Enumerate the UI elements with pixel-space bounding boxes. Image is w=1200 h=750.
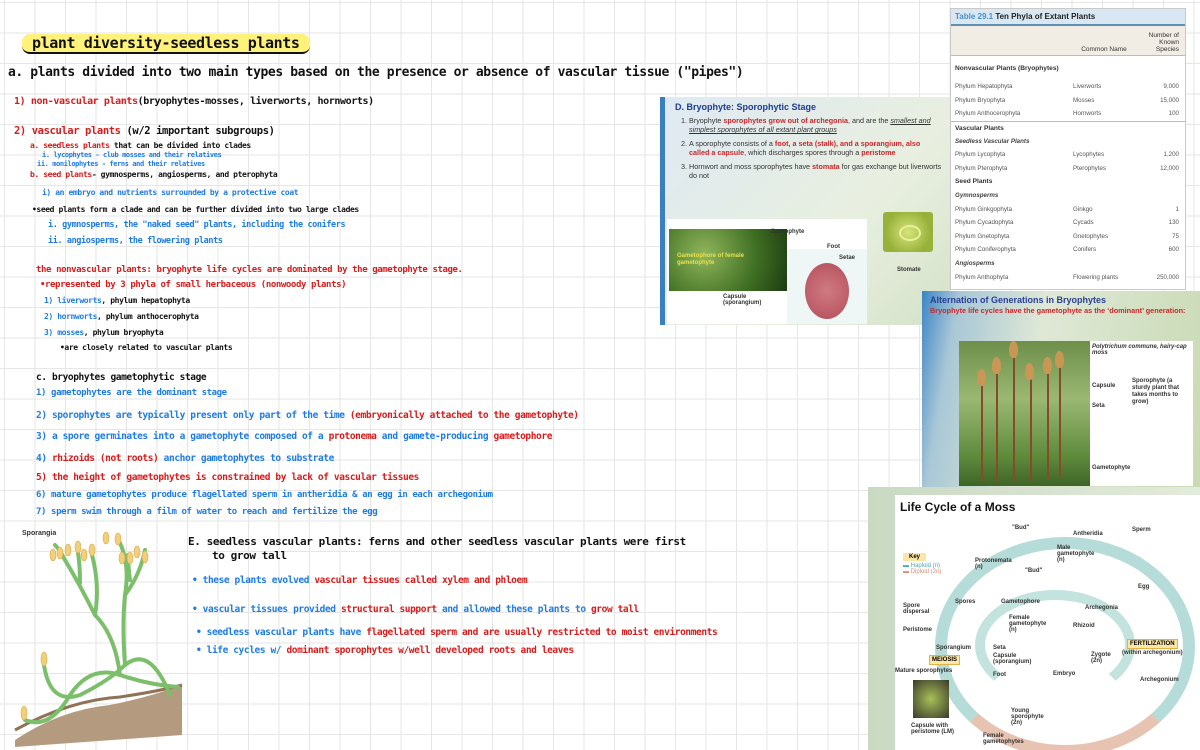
table-subsection: Gymnosperms bbox=[955, 192, 999, 200]
note-hornworts: 2) hornworts, phylum anthocerophyta bbox=[44, 312, 199, 321]
table-row: Phylum Anthocerophyta Hornworts 100 bbox=[955, 110, 1179, 118]
note-a2: 2) vascular plants (w/2 important subgroups) bbox=[14, 125, 275, 137]
note-section-e: E. seedless vascular plants: ferns and other seedless vascular plants were first bbox=[188, 535, 686, 548]
peristome-micrograph bbox=[913, 680, 949, 718]
note-angiosperms: ii. angiosperms, the flowering plants bbox=[48, 236, 223, 246]
note-a2b-i: i) an embryo and nutrients surrounded by a protective coat bbox=[42, 188, 299, 197]
note-a2a: a. seedless plants that can be divided into clades bbox=[30, 141, 251, 150]
table-row: Phylum Bryophyta Mosses 15,000 bbox=[955, 96, 1179, 104]
note-c3: 3) a spore germinates into a gametophyte composed of a protonema and gamete-producing gametophore bbox=[36, 431, 553, 442]
sporophytic-stage-slide[interactable]: D. Bryophyte: Sporophytic Stage 1. Bryophyte sporophytes grow out of archegonia, and are the smallest and simplest sporophytes of all extant plant groups 2. A sporophyte consists of a foot, a seta (stalk), and a sporangium, also called a capsule, which discharges spores through a peristome 3. Hornwort and moss sporophytes have stomata for gas exchange but liverworts do not Gametophore of female gametophyte Sporophyte Foot Setae Capsule (sporangium) Stomate bbox=[660, 97, 950, 325]
note-c5: 5) the height of gametophytes is constrained by lack of vascular tissues bbox=[36, 472, 420, 483]
table-row: Phylum Coniferophyta Conifers 600 bbox=[955, 246, 1179, 254]
note-e1: • these plants evolved vascular tissues called xylem and phloem bbox=[192, 575, 528, 586]
note-a2a-i: i. lycophytes - club mosses and their relatives bbox=[42, 151, 222, 159]
slide-point-3: 3. Hornwort and moss sporophytes have stomata for gas exchange but liverworts do not bbox=[689, 162, 942, 180]
table-subsection: Angiosperms bbox=[955, 260, 995, 268]
table-row: Phylum Lycophyta Lycophytes 1,200 bbox=[955, 151, 1179, 159]
note-gymnosperms: i. gymnosperms, the "naked seed" plants, including the conifers bbox=[48, 220, 346, 230]
sporangia-label: Sporangia bbox=[22, 530, 57, 537]
note-c1: 1) gametophytes are the dominant stage bbox=[36, 388, 227, 398]
early-vascular-plant-figure[interactable] bbox=[0, 525, 190, 750]
note-e2: • vascular tissues provided structural support and allowed these plants to grow tall bbox=[192, 604, 639, 615]
note-nonvascular-intro: the nonvascular plants: bryophyte life cycles are dominated by the gametophyte stage. bbox=[36, 265, 463, 275]
table-row: Phylum Pterophyta Pterophytes 12,000 bbox=[955, 164, 1179, 172]
table-caption: Table 29.1 Ten Phyla of Extant Plants bbox=[951, 9, 1185, 26]
slide-title: Alternation of Generations in Bryophytes bbox=[930, 295, 1107, 305]
stomate-image bbox=[883, 212, 933, 252]
note-section-e-cont: to grow tall bbox=[212, 549, 287, 562]
note-e3: • seedless vascular plants have flagellated sperm and are usually restricted to moist environments bbox=[196, 627, 718, 638]
table-subsection: Seedless Vascular Plants bbox=[955, 137, 1030, 145]
diagram-key: Key ▬ Haploid (n) ▬ Diploid (2n) bbox=[903, 554, 942, 575]
note-e4: • life cycles w/ dominant sporophytes w/well developed roots and leaves bbox=[196, 645, 574, 656]
moss-life-cycle-slide[interactable] bbox=[868, 487, 1200, 750]
note-section-c: c. bryophytes gametophytic stage bbox=[36, 372, 207, 383]
hairy-cap-moss-photo bbox=[959, 341, 1090, 486]
table-row: Phylum Ginkgophyta Ginkgo 1 bbox=[955, 205, 1179, 213]
note-nonvascular-phyla: •represented by 3 phyla of small herbaceous (nonwoody plants) bbox=[40, 280, 347, 290]
table-row: Phylum Gnetophyta Gnetophytes 75 bbox=[955, 232, 1179, 240]
note-a1: 1) non-vascular plants(bryophytes-mosses, liverworts, hornworts) bbox=[14, 96, 374, 107]
slide-title: D. Bryophyte: Sporophytic Stage bbox=[675, 102, 817, 112]
note-mosses-related: •are closely related to vascular plants bbox=[60, 343, 233, 352]
life-cycle-diagram: Life Cycle of a Moss Key ▬ Haploid (n) ▬ Diploid (2n) "Bud" Antheridia Sperm Male gametophyte (n) Protonemata (n) "Bud" Egg Spores Gametophore Archegonia Spore dispersal Female gametophyte (n) Rhizoid Peristome FERTILIZATION (within archegonium) Sporangium MEIOSIS Seta Capsule (sporangium) Foot Zygote (2n) Mature sporophytes Embryo Archegonium Young sporophyte (2n) Capsule with peristome (LM) Female gametophytes bbox=[895, 495, 1200, 750]
table-row: Phylum Cycadophyta Cycads 130 bbox=[955, 219, 1179, 227]
note-section-a: a. plants divided into two main types based on the presence or absence of vascular tissue ("pipes") bbox=[8, 65, 744, 80]
note-c6: 6) mature gametophytes produce flagellated sperm in antheridia & an egg in each archegonium bbox=[36, 490, 493, 500]
table-row: Phylum Hepatophyta Liverworts 9,000 bbox=[955, 83, 1179, 91]
slide-subtitle: Bryophyte life cycles have the gametophyte as the ‘dominant’ generation: bbox=[930, 306, 1186, 315]
note-liverworts: 1) liverworts, phylum hepatophyta bbox=[44, 296, 190, 305]
note-mosses: 3) mosses, phylum bryophyta bbox=[44, 328, 164, 337]
note-seed-clades: •seed plants form a clade and can be further divided into two large clades bbox=[32, 205, 359, 214]
note-a2a-ii: ii. monilophytes - ferns and their relatives bbox=[37, 160, 205, 168]
note-c2: 2) sporophytes are typically present only part of the time (embryonically attached to the gametophyte) bbox=[36, 410, 579, 421]
note-c7: 7) sperm swim through a film of water to reach and fertilize the egg bbox=[36, 507, 378, 517]
note-a2b: b. seed plants- gymnosperms, angiosperms, and pterophyta bbox=[30, 170, 278, 179]
table-header: Common Name Number of Known Species bbox=[951, 26, 1185, 56]
phyla-table-image[interactable] bbox=[950, 8, 1186, 290]
slide-point-2: 2. A sporophyte consists of a foot, a seta (stalk), and a sporangium, also called a capsule, which discharges spores through a peristome bbox=[689, 139, 942, 157]
page-title: plant diversity-seedless plants bbox=[22, 36, 310, 51]
table-section: Vascular Plants bbox=[951, 121, 1185, 135]
slide-point-1: 1. Bryophyte sporophytes grow out of archegonia, and are the smallest and simplest sporophytes of all extant plant groups bbox=[689, 116, 942, 134]
sporophyte-figure: Gametophore of female gametophyte Sporophyte Foot Setae Capsule (sporangium) bbox=[667, 219, 867, 324]
alternation-generations-slide[interactable] bbox=[922, 291, 1200, 489]
table-row: Phylum Anthophyta Flowering plants 250,000 bbox=[955, 273, 1179, 281]
table-section: Nonvascular Plants (Bryophytes) bbox=[955, 64, 1059, 72]
diagram-title: Life Cycle of a Moss bbox=[900, 500, 1016, 514]
moss-labels: Polytrichum commune, hairy-cap moss Capsule Seta Sporophyte (a sturdy plant that takes months to grow) Gametophyte bbox=[1090, 341, 1193, 486]
liverwort-photo: Gametophore of female gametophyte bbox=[669, 229, 787, 291]
table-section: Seed Plants bbox=[955, 178, 993, 186]
note-c4: 4) rhizoids (not roots) anchor gametophytes to substrate bbox=[36, 453, 334, 464]
